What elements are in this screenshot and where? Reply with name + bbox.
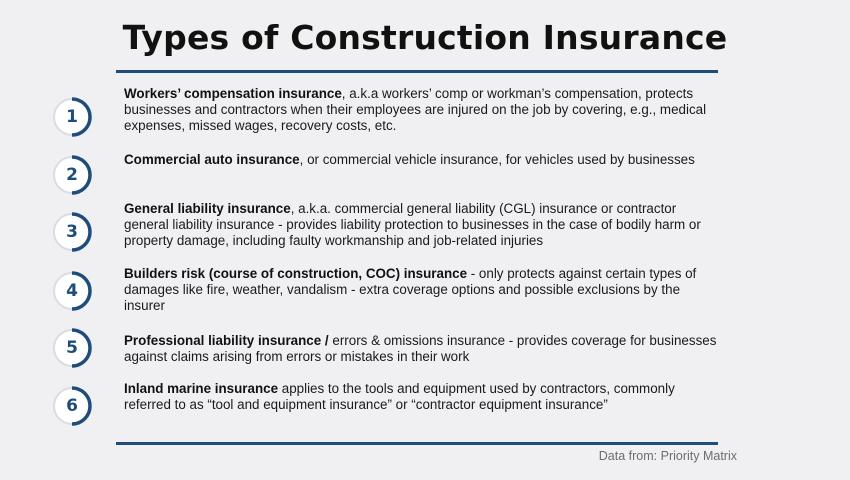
number-badge [52, 328, 92, 368]
item-description [124, 86, 724, 134]
item-text: , a.k.a. commercial general liability (CGL) insurance or contractor general liability insurance - provides liability protection to businesses in the case of bodily harm or property damage, including faulty workmanship and job-related injuries [124, 201, 701, 248]
top-divider [116, 70, 718, 73]
item-term: Workers’ compensation insurance [124, 86, 342, 101]
item-description [124, 201, 724, 249]
number-badge [52, 386, 92, 426]
number-badge [52, 271, 92, 311]
item-text: errors & omissions insurance - provides coverage for businesses against claims arising from errors or mistakes in their work [124, 333, 717, 364]
number-badge [52, 212, 92, 252]
number-badge [52, 97, 92, 137]
page-title: Types of Construction Insurance [122, 18, 728, 57]
item-number: 5 [66, 338, 78, 358]
item-description [124, 152, 724, 168]
item-description [124, 266, 724, 314]
item-text: , or commercial vehicle insurance, for vehicles used by businesses [299, 152, 695, 167]
number-badge [52, 155, 92, 195]
item-description [124, 333, 724, 365]
item-number: 6 [66, 396, 78, 416]
bottom-divider [116, 442, 718, 445]
item-number: 1 [66, 107, 78, 127]
item-term: Commercial auto insurance [124, 152, 300, 167]
item-number: 2 [66, 165, 78, 185]
item-text: applies to the tools and equipment used by contractors, commonly referred to as “tool and equipment insurance” or “contractor equipment insurance” [124, 381, 675, 412]
item-text: - only protects against certain types of damages like fire, weather, vandalism - extra coverage options and possible exclusions by the insurer [124, 266, 697, 313]
item-text: , a.k.a workers’ comp or workman’s compensation, protects businesses and contractors when their employees are injured on the job by covering, e.g., medical expenses, missed wages, recovery costs, etc. [124, 86, 707, 133]
item-number: 4 [66, 281, 78, 301]
item-term: General liability insurance [124, 201, 291, 216]
item-term: Professional liability insurance / [124, 333, 329, 348]
item-term: Builders risk (course of construction, COC) insurance [124, 266, 468, 281]
source-credit: Data from: Priority Matrix [598, 449, 737, 463]
item-number: 3 [66, 222, 78, 242]
item-description [124, 381, 724, 413]
item-term: Inland marine insurance [124, 381, 279, 396]
